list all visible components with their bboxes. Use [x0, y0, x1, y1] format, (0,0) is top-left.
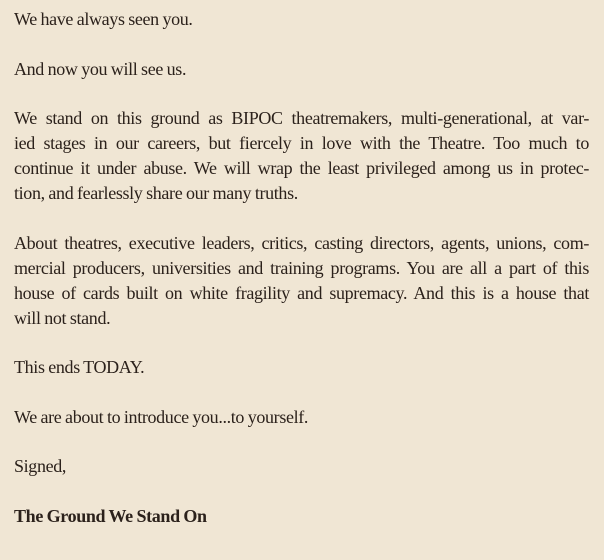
signature-text: The Ground We Stand On — [14, 505, 207, 526]
paragraph-3 — [14, 106, 589, 206]
paragraph-line: About theatres, executive leaders, critics, casting directors, agents, unions, com- — [14, 232, 589, 253]
paragraph-4 — [14, 231, 589, 331]
paragraph-line: Signed, — [14, 456, 67, 476]
paragraph-line: ied stages in our careers, but fiercely in love with the Theatre. Too much to — [14, 133, 589, 153]
paragraph-5 — [14, 355, 589, 380]
paragraph-line: will not stand. — [14, 307, 111, 328]
paragraph-2 — [14, 57, 589, 82]
paragraph-line: continue it under abuse. We will wrap the least privileged among us in protec- — [14, 158, 589, 178]
paragraph-line: This ends TODAY. — [14, 357, 145, 377]
paragraph-line: tion, and fearlessly share our many truths. — [14, 183, 298, 203]
paragraph-line: And now you will see us. — [14, 58, 187, 79]
paragraph-1 — [14, 7, 589, 32]
paragraph-line: We are about to introduce you...to yourself. — [14, 406, 309, 427]
paragraph-line: We stand on this ground as BIPOC theatremakers, multi-generational, at var- — [14, 108, 589, 128]
signed-label — [14, 454, 589, 479]
signature — [14, 504, 589, 529]
paragraph-line: mercial producers, universities and training programs. You are all a part of this — [14, 257, 589, 278]
paragraph-6 — [14, 405, 589, 430]
paragraph-line: We have always seen you. — [14, 9, 193, 29]
paragraph-line: house of cards built on white fragility and supremacy. And this is a house that — [14, 282, 589, 303]
